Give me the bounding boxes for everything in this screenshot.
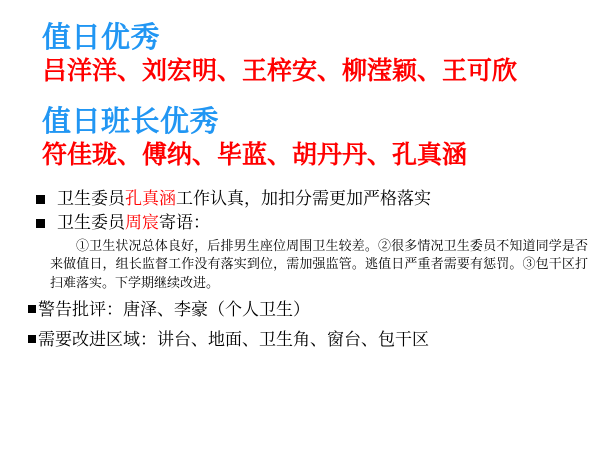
square-bullet-icon — [36, 219, 45, 228]
list-item — [28, 188, 588, 211]
duty-excellent-names: 吕洋洋、刘宏明、王梓安、柳滢颖、王可欣 — [42, 57, 518, 86]
bullet-content — [57, 212, 588, 235]
section-title-duty-leader-excellent: 值日班长优秀 — [42, 105, 220, 138]
bullet-list — [28, 188, 588, 235]
duty-leader-excellent-names: 符佳珑、傅纳、毕蓝、胡丹丹、孔真涵 — [42, 141, 468, 170]
notice-warning — [28, 298, 588, 322]
notice-warning-text: 警告批评：唐泽、李豪（个人卫生） — [38, 300, 310, 320]
square-bullet-icon — [28, 305, 36, 313]
square-bullet-icon — [28, 335, 36, 343]
bullet-highlight-name: 孔真涵 — [125, 188, 176, 208]
bullet-highlight-name: 周宸 — [125, 212, 159, 232]
notice-improvement-text: 需要改进区域：讲台、地面、卫生角、窗台、包干区 — [38, 329, 429, 349]
hygiene-comment-paragraph: ①卫生状况总体良好，后排男生座位周围卫生较差。②很多情况卫生委员不知道同学是否来做值日，组长监督工作没有落实到位，需加强监管。逃值日严重者需要有惩罚。③包干区打扫难落实。下学期继续改进。 — [50, 237, 588, 290]
notice-improvement — [28, 328, 588, 352]
bullet-prefix: 卫生委员 — [57, 212, 125, 232]
section-title-duty-excellent: 值日优秀 — [42, 22, 161, 54]
bullet-suffix: 工作认真，加扣分需更加严格落实 — [176, 188, 431, 208]
bullet-content — [57, 188, 588, 211]
bullet-suffix: 寄语： — [159, 212, 210, 232]
list-item — [28, 212, 588, 235]
square-bullet-icon — [36, 195, 45, 204]
bullet-prefix: 卫生委员 — [57, 188, 125, 208]
